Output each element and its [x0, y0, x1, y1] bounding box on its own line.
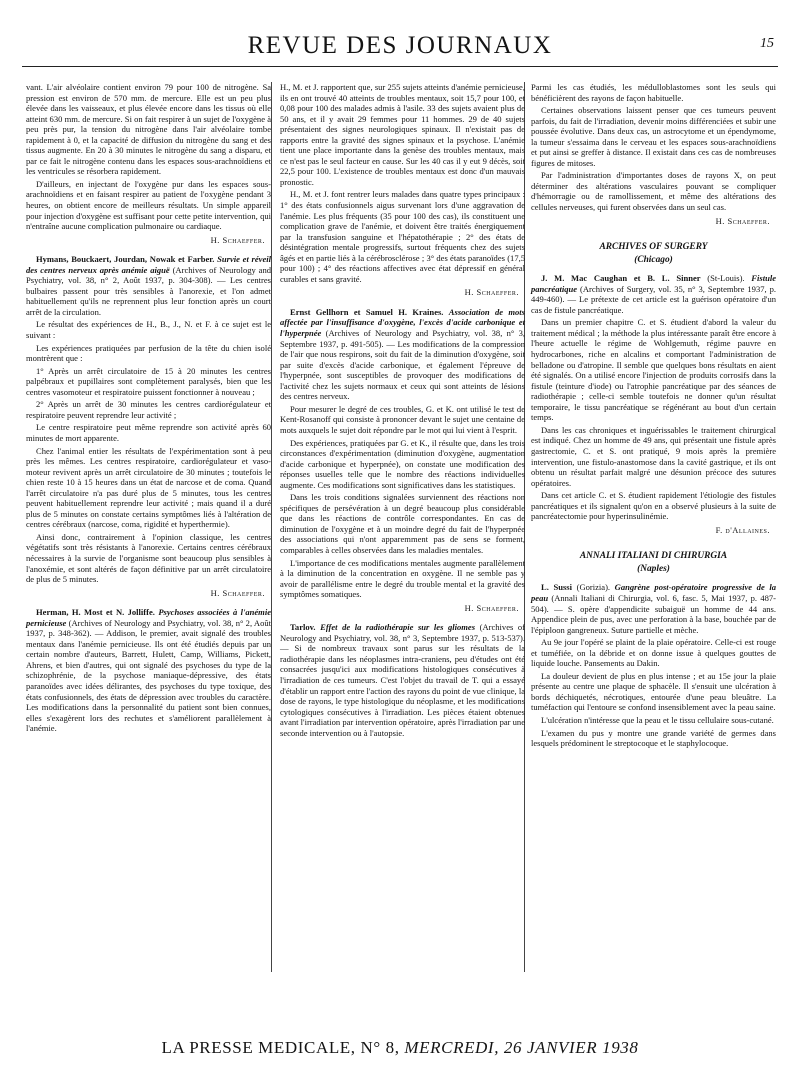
author-signature: H. Schaeffer. [464, 287, 519, 298]
paragraph: Dans les trois conditions signalées surviennent des réactions non spécifiques de persévération à un degré beaucoup plus considérable que dans les réactions de contrôle correspondantes. En cas de diminution de l'oxygène et à un moindre degré du fait de l'hyperpnée des associations qui n'ont apparemment pas de sens se forment, comparables à celles observées dans les maladies mentales. [280, 492, 525, 555]
page-footer [0, 1038, 800, 1058]
article-city: (Gorizia). [576, 582, 611, 593]
article-title: Fistule pancréatique [531, 273, 776, 294]
paragraph: Les expériences pratiquées par perfusion de la tête du chien isolé montrèrent que : [26, 342, 271, 364]
paragraph: La douleur devient de plus en plus intense ; et au 15e jour la plaie présente au centre une plaque de sphacèle. Il s'ensuit une ulcération à bords déchiquetés, nécrotiques, entourée d'une peau bleuâtre. La tuméfaction qui l'entoure se confond insensiblement avec la peau saine. [531, 670, 776, 713]
paragraph: Parmi les cas étudiés, les médulloblastomes sont les seuls qui bénéficièrent des rayons de façon habituelle. [531, 82, 776, 103]
paragraph: L'importance de ces modifications mentales augmente parallèlement à la diminution de la concentration en oxygène. Il ne semble pas y avoir de parallélisme entre le degré du trouble mental et la gravité des symptômes somatiques. [280, 557, 525, 600]
paragraph: H., M. et J. font rentrer leurs malades dans quatre types principaux : 1° des états confusionnels aigus survenant lors d'une aggravation de l'anémie. Les plus fréquents (35 pour 100 des cas), ils constituent une complication grave de l'anémie, et doivent être traités énergiquement par la transfusion sanguine et l'hépatothérapie ; 2° des états de désintégration mentale progressifs, surtout fréquents chez des sujets âgés et en partie liés à la cérébrosclérose ; 3° des états paranoïdes (17,5 pour 100) ; 4° des réactions affectives avec état dépressif en général curables et sans gravité. [280, 189, 525, 284]
article-reference: (Archives of Neurology and Psychiatry, vol. 38, n° 3, Septembre 1937, p. 491-505). — Les modifications de la compression de l'air que nous respirons, soit du fait de la diminution d'oxygène, soit par suite d'excès d'acide carbonique, et également l'épreuve de l'hyperpnée, sont susceptibles de provoquer des modifications de l'activité chez les sujets normaux et ceux qui sont atteints de lésions des centres nerveux. [280, 328, 525, 402]
header-rule [22, 66, 778, 67]
article-authors: Ernst Gellhorn et Samuel H. Kraines. [290, 306, 444, 317]
article-header [531, 582, 776, 635]
article-reference: (Annali Italiani di Chirurgia, vol. 6, fasc. 5, Mai 1937, p. 487-504). — S. opère d'appendicite subaiguë un homme de 44 ans. Appendice plein de pus, avec une perforation à la base, bouchée par de l'épiploon gangreneux. Suture partielle et mèche. [531, 592, 776, 635]
article-header [280, 307, 525, 402]
journal-section-subtitle: (Chicago) [634, 254, 673, 265]
article-authors: Herman, H. Most et N. Jolliffe. [36, 607, 155, 618]
paragraph: Dans un premier chapitre C. et S. étudient d'abord la valeur du traitement médical ; la méthode la plus intéressante paraît être encore à l'heure actuelle le régime de Wohlgemuth, régime pauvre en hydrocarbones, riche en alcalins et comportant l'administration de belladone ou d'atropine. Il semble que quelques bons résultats en aient été signalés. On a utilisé encore l'injection de produits corrosifs dans la fistule (teinture d'iode) ou l'atrophie pancréatique par des séances de radiothérapie ; celle-ci semble toutefois ne donner qu'un résultat temporaire, le tissu pancréatique se régénérant au bout d'un certain temps. [531, 317, 776, 423]
paragraph: Des expériences, pratiquées par G. et K., il résulte que, dans les trois circonstances d'expérimentation (diminution d'oxygène, augmentation d'acide carbonique et hyperpnée), on constate une modification des réponses usuelles telle que le nombre des réactions individuelles augmente. Ces modifications sont significatives dans les statistiques. [280, 437, 525, 490]
paragraph: Le centre respiratoire peut même reprendre son activité après 60 minutes de mort apparente. [26, 422, 271, 443]
author-signature: H. Schaeffer. [464, 602, 519, 613]
journal-section-title: ANNALI ITALIANI DI CHIRURGIA [579, 551, 728, 562]
article-title: Survie et réveil des centres nerveux après anémie aiguë [26, 254, 272, 275]
column-right [531, 82, 776, 751]
paragraph: Au 9e jour l'opéré se plaint de la plaie opératoire. Celle-ci est rouge et tuméfiée, on la débride et on donne issue à quelques gouttes de liquide louche. Pansements au Dakin. [531, 637, 776, 669]
paragraph: Ainsi donc, contrairement à l'opinion classique, les centres végétatifs sont très résistants à l'anorexie. Certains centres cérébraux nécessaires à la survie de l'organisme sont beaucoup plus sensibles à l'anoxémie, et sont altérés de façon définitive par un arrêt circulatoire de plus de 5 minutes. [26, 531, 271, 585]
paragraph: Dans les cas chroniques et inguérissables le traitement chirurgical est indiqué. Chez un homme de 49 ans, qui présentait une fistule après gastrectomie, C. et S. ont pratiqué, 9 mois après la première intervention, une fistulo-anastomose dans la cavité gastrique, et ils ont obtenu un résultat parfait malgré une désunion précoce des sutures opératoires. [531, 424, 776, 488]
article-header [26, 254, 271, 317]
column-divider [271, 82, 272, 972]
author-signature: H. Schaeffer. [210, 234, 265, 245]
article-title: Association de mots affectée par l'insuffisance d'oxygène, l'excès d'acide carbonique et l'hyperpnée [280, 306, 525, 339]
paragraph: Chez l'animal entier les résultats de l'expérimentation sont à peu près les mêmes. Les centres respiratoire, cardiorégulateur et vaso-moteur revivent après un arrêt circulatoire de 30 minutes ; toutefois le chien reste 10 à 15 heures dans un état de narcose et de coma. Quand l'arrêt circulatoire n'a pas duré plus de 5 minutes, tous les centres peuvent habituellement reprendre leur activité ; mais quand il a duré plus de 5 minutes on constate certains symptômes liés à l'altération de centres cérébraux (narcose, coma, rigidité et hyperthermie). [26, 445, 271, 530]
article-reference: (Archives of Neurology and Psychiatry, vol. 38, n° 2, Août 1937, p. 348-362). — Addison, le premier, avait signalé des troubles mentaux dans l'anémie pernicieuse. Ils ont été étudiés depuis par un certain nombre d'auteurs, Barrett, Hulett, Camp, Williams, Pickett, Ahrens, et bien d'autres, qui ont signalé des psychoses du type de la schizophrénie, de la psychose maniaque-dépressive, des états paranoïdes avec idées délirantes, des psychoses du type toxique, des états confusionnels, des états de dépression avec troubles du caractère. Les modifications dans la personnalité du patient sont bien connues, elles s'exagèrent lors des rechutes et s'améliorent parallèlement à l'anémie. [26, 617, 271, 734]
column-left [26, 82, 271, 736]
article-title: Effet de la radiothérapie sur les gliomes [320, 622, 476, 633]
article-title: Gangrène post-opératoire progressive de la peau [531, 582, 776, 603]
page-header [22, 22, 778, 68]
footer-date: 26 JANVIER 1938 [503, 1038, 639, 1057]
journal-title: REVUE DES JOURNAUX [247, 32, 553, 59]
footer-day: MERCREDI, [404, 1038, 500, 1057]
article-authors: L. Sussi [541, 582, 572, 593]
article-header [531, 273, 776, 315]
article-reference: (Archives of Neurology and Psychiatry, vol. 38, n° 3, Septembre 1937, p. 513-537). — Si de nombreux travaux sont parus sur les résultats de la radiothérapie dans les néoplasmes intra-craniens, peu d'études ont été consacrées jusqu'ici aux modifications histologiques consécutives à l'irradiation de ces tumeurs. C'est l'objet du travail de T. qui a essayé d'établir un rapport entre l'action des rayons du point de vue clinique, la dose de rayons, le type histologique du néoplasme, et les modifications cytologiques consécutives à l'irradiation. Les pièces étaient obtenues avant l'irradiation par intervention opératoire, après l'irradiation par une seconde intervention ou à l'autopsie. [280, 622, 526, 738]
article-city: (St-Louis). [707, 273, 745, 284]
paragraph: L'ulcération n'intéresse que la peau et le tissu cellulaire sous-cutané. [541, 714, 774, 725]
journal-section-subtitle: (Naples) [637, 563, 670, 574]
paragraph: 1° Après un arrêt circulatoire de 15 à 20 minutes les centres palpébraux et pupillaires sont complètement paralysés, bien que les centres vasomoteur et respiratoire puissent fonctionner à nouveau ; [26, 365, 271, 397]
journal-section-title: ARCHIVES OF SURGERY [599, 242, 708, 253]
paragraph: Dans cet article C. et S. étudient rapidement l'étiologie des fistules pancréatiques et ils signalent qu'on en a observé plusieurs à la suite de pancréatectomie pour hyperinsulinémie. [531, 490, 776, 522]
author-signature: H. Schaeffer. [210, 587, 265, 598]
column-middle [280, 82, 525, 740]
paragraph: Le résultat des expériences de H., B., J., N. et F. à ce sujet est le suivant : [26, 319, 271, 341]
article-title: Psychoses associées à l'anémie pernicieuse [26, 607, 271, 628]
page-number: 15 [760, 36, 774, 51]
article-authors: J. M. Mac Caughan et B. L. Sinner [541, 273, 701, 284]
article-header [280, 622, 525, 738]
paragraph: D'ailleurs, en injectant de l'oxygène pur dans les espaces sous-arachnoïdiens et en faisant respirer au patient de l'oxygène pendant 3 heures, on obtient encore de meilleurs résultats. Un simple appareil pour injection d'oxygène est suffisant pour cette petite intervention, qui n'entraîne aucune complication pulmonaire ou cardiaque. [26, 178, 271, 232]
paragraph: Pour mesurer le degré de ces troubles, G. et K. ont utilisé le test de Kent-Rosanoff qui consiste à prononcer devant le sujet une centaine de mots auxquels le sujet doit répondre par le mot qui lui vient à l'esprit. [280, 403, 525, 435]
paragraph: Par l'administration d'importantes doses de rayons X, on peut déterminer des altérations vasculaires pouvant se compliquer d'hémorragie ou de ramollissement, et même des altérations des cellules nerveuses, qui furent observées dans un seul cas. [531, 170, 776, 213]
article-header [26, 607, 271, 734]
author-signature: H. Schaeffer. [715, 215, 770, 226]
paragraph: Certaines observations laissent penser que ces tumeurs peuvent parfois, du fait de l'irradiation, devenir moins différenciées et subir une poussée évolutive. Dans deux cas, un astrocytome et un épendymome, la tumeur s'essaima dans le cerveau et les espaces sous-arachnoïdiens et put ainsi se greffer à distance. Il existait dans ces cas de nombreuses figures de mitoses. [531, 105, 776, 168]
author-signature: F. d'Allaines. [715, 524, 770, 535]
article-authors: Hymans, Bouckaert, Jourdan, Nowak et Farber. [36, 254, 215, 265]
paragraph: vant. L'air alvéolaire contient environ 79 pour 100 de nitrogène. Sa pression est environ de 570 mm. de mercure. Elle est un peu plus élevée dans les vaisseaux, et plus élevée encore dans les tissus où elle atteint 630 mm. de mercure. Si on fait respirer à un sujet de l'oxygène à peu près pur, la tension du nitrogène dans l'air alvéolaire tombe rapidement à 0, et la capacité de diffusion du nitrogène du sang et des tissus augmente. En 20 à 30 minutes le nitrogène du sang a disparu, et par ce fait le nitrogène contenu dans les espaces sous-arachnoïdiens et les ventricules se résorbera rapidement. [26, 82, 271, 177]
footer-publication: LA PRESSE MEDICALE, N° 8, [161, 1038, 400, 1057]
paragraph: L'examen du pus y montre une grande variété de germes dans lesquels prédominent le streptocoque et le staphylocoque. [531, 727, 776, 749]
article-reference: (Archives of Neurology and Psychiatry, vol. 38, n° 2, Août 1937, p. 304-308). — Les centres bulbaires passent pour très sensibles à l'anorexie, et l'on admet habituellement qu'ils ne reprennent plus leur fonction après un court arrêt de la circulation. [26, 264, 272, 317]
paragraph: 2° Après un arrêt de 30 minutes les centres cardiorégulateur et respiratoire peuvent reprendre leur activité ; [26, 399, 271, 420]
paragraph: H., M. et J. rapportent que, sur 255 sujets atteints d'anémie pernicieuse, ils en ont trouvé 40 atteints de troubles mentaux, soit 15,7 pour 100, et 0,08 pour 100 des malades admis à l'asile. 33 des sujets avaient plus de 50 ans, et il y avait 29 femmes pour 11 hommes. 29 de 40 sujets présentaient des signes neurologiques spinaux. Il n'existait pas de rapports entre la gravité des signes spinaux et la psychose. L'anémie tient une place importante dans la genèse des troubles mentaux, mais ce n'est pas le seul facteur en cause. Sur les 40 cas il y eut 9 décès, soit 22,5 pour 100. L'existence de troubles mentaux est donc d'un mauvais pronostic. [280, 82, 525, 187]
article-authors: Tarlov. [290, 622, 316, 633]
article-reference: (Archives of Surgery, vol. 35, n° 3, Septembre 1937, p. 449-460). — Le prétexte de cet article est la guérison opératoire d'un cas de fistule pancréatique. [531, 283, 776, 315]
